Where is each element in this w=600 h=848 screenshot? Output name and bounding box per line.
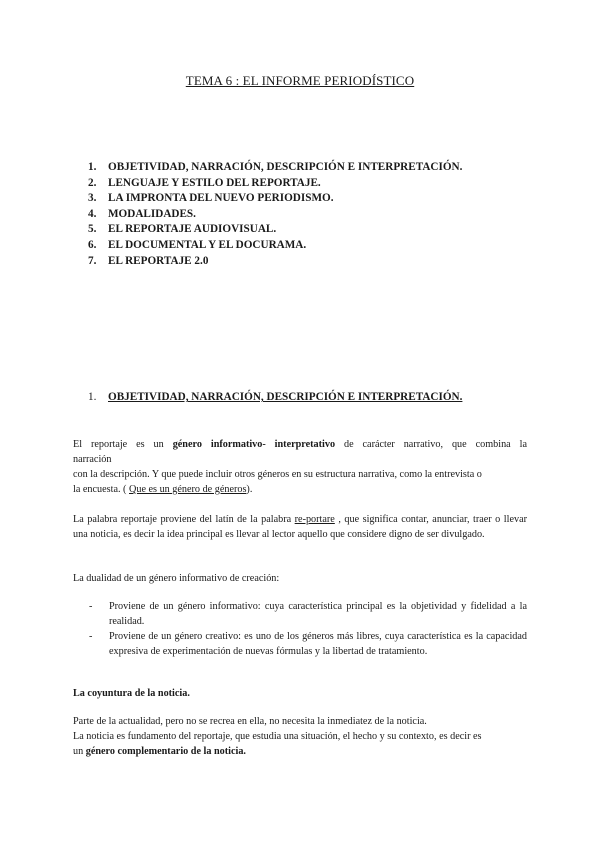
text-run: , que significa contar, anunciar, traer o llevar una noticia, es decir la idea principal es llevar al lector aquello que considere digno de ser divulgado. xyxy=(73,514,527,540)
text-run: la encuesta. ( xyxy=(73,484,130,495)
table-of-contents xyxy=(88,160,462,269)
text-run: un xyxy=(73,746,86,757)
text-run: La noticia es fundamento del reportaje, que estudia una situación, el hecho y su contexto, es decir es xyxy=(73,731,482,742)
bullet-text: Proviene de un género informativo: cuya característica principal es la objetividad y fidelidad a la realidad. xyxy=(109,601,527,627)
text-run: La palabra reportaje proviene del latín de la palabra xyxy=(73,514,295,525)
paragraph-actualidad: Parte de la actualidad, pero no se recrea en ella, no necesita la inmediatez de la noticia. xyxy=(73,716,427,727)
toc-item-number: 4. xyxy=(88,207,97,220)
text-run: narración xyxy=(73,454,112,465)
toc-item xyxy=(88,191,462,207)
bullet-item xyxy=(89,599,527,629)
bullet-text: Proviene de un género creativo: es uno de los géneros más libres, cuya característica es la capacidad expresiva de experimentación de nuevas fórmulas y la libertad de tratamiento. xyxy=(109,631,527,657)
toc-item xyxy=(88,222,462,238)
toc-item xyxy=(88,254,462,270)
toc-item xyxy=(88,238,462,254)
subheading-text: La coyuntura de la noticia. xyxy=(73,688,190,699)
toc-item xyxy=(88,207,462,223)
toc-item-number: 2. xyxy=(88,176,97,189)
toc-item-label: OBJETIVIDAD, NARRACIÓN, DESCRIPCIÓN E INTERPRETACIÓN. xyxy=(108,161,463,173)
toc-item-label: EL REPORTAJE AUDIOVISUAL. xyxy=(108,223,277,236)
paragraph-fundamento xyxy=(73,729,527,759)
bullet-dash: - xyxy=(89,631,93,642)
paragraph-intro xyxy=(73,437,527,497)
paragraph-etymology xyxy=(73,512,527,542)
section-number: 1. xyxy=(88,391,97,403)
underlined-phrase: Que es un género de géneros xyxy=(129,484,247,495)
toc-item xyxy=(88,160,462,176)
section-heading xyxy=(88,391,462,403)
bold-term: género complementario de la noticia. xyxy=(85,746,246,757)
text-run: con la descripción. Y que puede incluir otros géneros en su estructura narrativa, como la entrevista o xyxy=(73,469,482,480)
paragraph-line xyxy=(73,729,527,744)
toc-item-number: 7. xyxy=(88,254,97,267)
text-run: El reportaje es un xyxy=(73,439,173,450)
toc-item-number: 1. xyxy=(88,161,97,173)
paragraph-line xyxy=(73,482,527,497)
section-title: OBJETIVIDAD, NARRACIÓN, DESCRIPCIÓN E INTERPRETACIÓN. xyxy=(108,391,463,403)
text-run: ). xyxy=(246,484,253,495)
bold-term: género informativo- interpretativo xyxy=(172,439,336,450)
underlined-term: re-portare xyxy=(294,514,335,525)
toc-item-label: EL REPORTAJE 2.0 xyxy=(108,254,209,267)
toc-item-number: 3. xyxy=(88,192,97,205)
paragraph-duality: La dualidad de un género informativo de creación: xyxy=(73,573,280,584)
paragraph-line xyxy=(73,744,527,759)
bullet-item xyxy=(89,629,527,659)
paragraph-line xyxy=(73,452,527,467)
document-title: TEMA 6 : EL INFORME PERIODÍSTICO xyxy=(185,73,415,88)
bullet-list xyxy=(89,599,527,659)
toc-item xyxy=(88,176,462,192)
paragraph-line xyxy=(73,467,527,482)
subheading xyxy=(73,686,527,701)
toc-item-label: LA IMPRONTA DEL NUEVO PERIODISMO. xyxy=(108,192,334,205)
toc-item-label: MODALIDADES. xyxy=(108,207,196,220)
toc-item-label: EL DOCUMENTAL Y EL DOCURAMA. xyxy=(108,238,307,251)
text-run: de carácter narrativo, que combina la xyxy=(335,439,527,450)
toc-item-number: 6. xyxy=(88,238,97,251)
bullet-dash: - xyxy=(89,601,93,612)
paragraph-line xyxy=(73,437,527,452)
toc-item-number: 5. xyxy=(88,223,97,236)
toc-item-label: LENGUAJE Y ESTILO DEL REPORTAJE. xyxy=(108,176,321,189)
